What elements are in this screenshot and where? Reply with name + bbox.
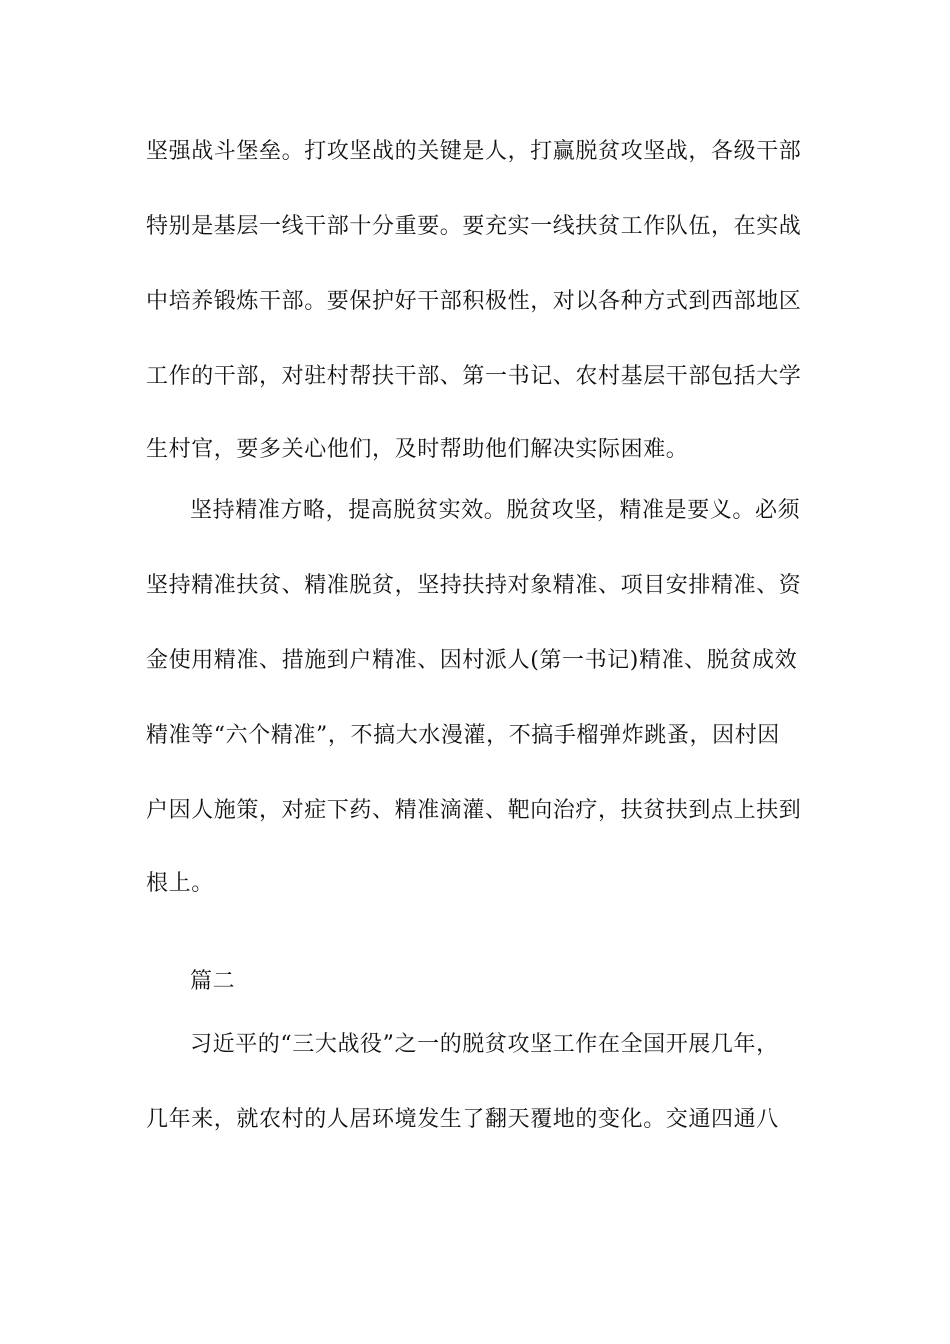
text-line: 精准等“六个精准”，不搞大水漫灌，不搞手榴弹炸跳蚤，因村因 xyxy=(146,723,780,748)
text-line: 坚持精准扶贫、精准脱贫，坚持扶持对象精准、项目安排精准、资 xyxy=(146,573,802,598)
paragraph-first-line: 习近平的“三大战役”之一的脱贫攻坚工作在全国开展几年， xyxy=(190,1032,779,1057)
text-line: 根上。 xyxy=(146,871,214,896)
text-line: 中培养锻炼干部。要保护好干部积极性，对以各种方式到西部地区 xyxy=(146,289,802,314)
text-line: 金使用精准、措施到户精准、因村派人(第一书记)精准、脱贫成效 xyxy=(146,648,798,673)
text-line: 工作的干部，对驻村帮扶干部、第一书记、农村基层干部包括大学 xyxy=(146,364,802,389)
text-line: 坚强战斗堡垒。打攻坚战的关键是人，打赢脱贫攻坚战，各级干部 xyxy=(146,139,802,164)
section-heading: 篇二 xyxy=(190,969,236,994)
text-line: 生村官，要多关心他们，及时帮助他们解决实际困难。 xyxy=(146,437,689,462)
text-line: 特别是基层一线干部十分重要。要充实一线扶贫工作队伍，在实战 xyxy=(146,214,802,239)
text-line: 户因人施策，对症下药、精准滴灌、靶向治疗，扶贫扶到点上扶到 xyxy=(146,798,802,823)
text-line: 几年来，就农村的人居环境发生了翻天覆地的变化。交通四通八 xyxy=(146,1107,779,1132)
paragraph-first-line: 坚持精准方略，提高脱贫实效。脱贫攻坚，精准是要义。必须 xyxy=(190,498,801,523)
